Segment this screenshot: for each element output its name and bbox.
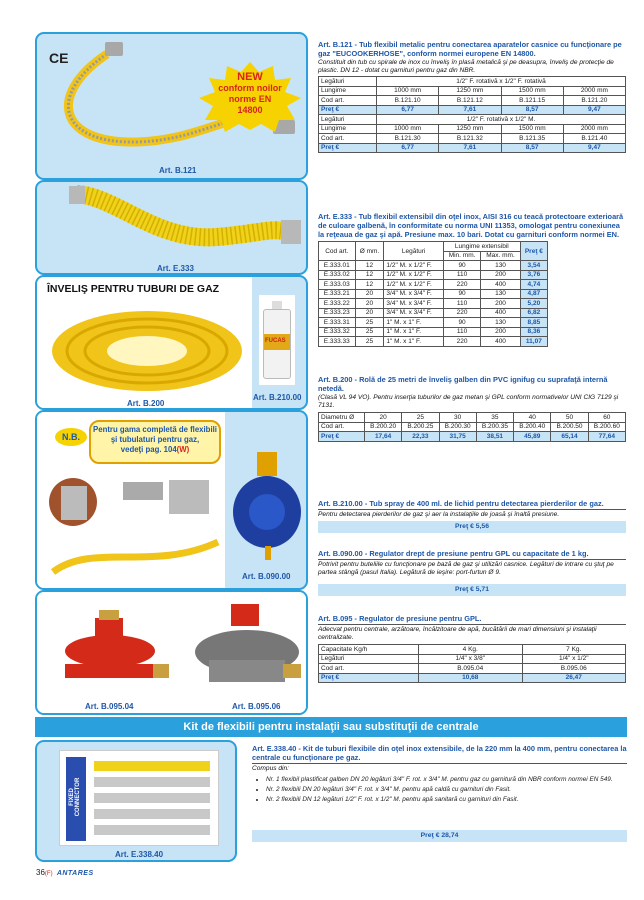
kit-box-image	[59, 750, 219, 846]
section-e333	[318, 212, 626, 347]
e333-min: 220	[443, 337, 480, 347]
b121-code: B.121.12	[439, 96, 501, 106]
b200-code: B.200.30	[439, 422, 476, 432]
b095-cap-label: Capacitate Kg/h	[319, 645, 419, 655]
section-b210	[318, 499, 626, 519]
b200-diam: 50	[551, 413, 588, 423]
nb-line3: vedeţi pag. 104	[120, 445, 177, 454]
b121-legaturi-label: Legături	[319, 115, 377, 125]
product-card-b200	[35, 275, 308, 410]
b200-diam-label: Diametru Ø	[319, 413, 365, 423]
b121-code: B.121.35	[501, 134, 563, 144]
b121-code: B.121.15	[501, 96, 563, 106]
e333-title: Art. E.333 - Tub flexibil extensibil din oţel inox, AISI 316 cu teacă protectoare exterioară de culoare galbenă, în conformitate cu norma UNI 11353, omologat pentru conexiunea la reţeaua de gaz şi apă. Presiune max. 10 bari. Dotat cu garnituri conform normei EN.	[318, 212, 624, 239]
b095-leg: 1/4" x 3/8"	[419, 654, 523, 664]
caption-b09504: Art. B.095.04	[85, 702, 134, 711]
e338-compus: Compus din:	[252, 763, 627, 773]
kit-box-label: FIXED CONNECTOR	[69, 777, 81, 817]
e333-cod: E.333.23	[319, 308, 356, 318]
product-card-e333	[35, 180, 308, 275]
b090-desc: Potrivit pentru buteliile cu funcţionare pe bază de gaz şi utilizări casnice. Legături de intrare cu ştuţ pe partea stângă (pasul Italia). Legătură de ieşire: port-furtun Ø 9.	[318, 559, 626, 577]
b121-price: 8,57	[501, 105, 563, 115]
b200-desc: (Clasă VL 94 VO). Pentru inserţia tuburilor de gaz metan şi GPL conform normativelor UNI CIG 7129 şi 7131.	[318, 394, 619, 409]
b200-price: 45,89	[514, 432, 551, 442]
kit-banner: Kit de flexibili pentru instalaţii sau substituţii de centrale	[35, 717, 627, 737]
e333-header-min: Min. mm.	[443, 251, 480, 261]
e333-row	[319, 299, 548, 309]
b121-price: 6,77	[377, 143, 439, 153]
product-card-b121	[35, 32, 308, 180]
e333-header-max: Max. mm.	[481, 251, 521, 261]
caption-b210: Art. B.210.00	[253, 393, 302, 402]
e333-cod: E.333.31	[319, 318, 356, 328]
yellow-coil-image	[47, 301, 247, 399]
b121-legaturi-label: Legături	[319, 77, 377, 87]
e333-max: 400	[481, 337, 521, 347]
new-badge	[215, 72, 285, 116]
e333-price: 4,87	[520, 289, 547, 299]
new-label: NEW	[237, 71, 263, 83]
e333-max: 130	[481, 289, 521, 299]
new-line3: norme EN 14800	[228, 94, 272, 115]
b121-lungime-label: Lungime	[319, 124, 377, 134]
e333-price: 4,74	[520, 280, 547, 290]
e333-min: 220	[443, 308, 480, 318]
heading-invelis: ÎNVELIŞ PENTRU TUBURI DE GAZ	[47, 283, 220, 295]
e338-title: Art. E.338.40 - Kit de tuburi flexibile din oţel inox extensibile, de la 220 mm la 400 mm, pentru conectarea la centrale cu funcţionare pe gaz.	[252, 744, 627, 762]
b121-price: 9,47	[563, 105, 625, 115]
b095-price: 26,47	[522, 673, 626, 683]
b200-price: 65,14	[551, 432, 588, 442]
e333-cod: E.333.32	[319, 327, 356, 337]
e338-item: • Nr. 2 flexibili DN 20 legături 3/4" F. rot. x 3/4" M. pentru apă caldă cu garnituri din Fasit.	[266, 786, 627, 794]
e333-diam: 25	[355, 327, 384, 337]
b200-price: 31,75	[439, 432, 476, 442]
b121-code: B.121.30	[377, 134, 439, 144]
b121-cod-label: Cod art.	[319, 134, 377, 144]
e333-leg: 3/4" M. x 3/4" F.	[384, 289, 443, 299]
e333-header-leg: Legături	[384, 242, 443, 261]
nb-line1: Pentru gama completă de flexibili	[93, 425, 217, 434]
e333-diam: 20	[355, 289, 384, 299]
b121-length: 1000 mm	[377, 86, 439, 96]
e333-leg: 1/2" M. x 1/2" F.	[384, 270, 443, 280]
section-b200	[318, 375, 626, 442]
e333-cod: E.333.21	[319, 289, 356, 299]
b121-price: 9,47	[563, 143, 625, 153]
e333-leg: 1/2" M. x 1/2" F.	[384, 280, 443, 290]
b121-pret-label: Preţ €	[319, 143, 377, 153]
b200-code: B.200.20	[364, 422, 401, 432]
grey-regulator-image	[189, 602, 308, 700]
section-e338	[252, 744, 627, 804]
b200-code: B.200.25	[402, 422, 439, 432]
e333-header-pret: Preţ €	[520, 242, 547, 261]
e333-price: 3,76	[520, 270, 547, 280]
e333-leg: 3/4" M. x 3/4" F.	[384, 299, 443, 309]
b200-code: B.200.60	[588, 422, 625, 432]
e333-row	[319, 327, 548, 337]
ce-mark: CE	[49, 50, 69, 66]
e333-price: 5,20	[520, 299, 547, 309]
extensible-hose-image	[37, 182, 308, 275]
e333-max: 130	[481, 261, 521, 271]
b121-legaturi-value: 1/2" F. rotativă x 1/2" F. rotativă	[377, 77, 626, 87]
e333-leg: 1/2" M. x 1/2" F.	[384, 261, 443, 271]
b095-title: Art. B.095 - Regulator de presiune pentru GPL.	[318, 614, 482, 623]
spray-label: FUCAS	[265, 338, 286, 344]
e333-min: 110	[443, 299, 480, 309]
caption-b09506: Art. B.095.06	[232, 702, 281, 711]
b121-table	[318, 76, 626, 153]
b095-cap: 7 Kg.	[522, 645, 626, 655]
e333-diam: 12	[355, 261, 384, 271]
b121-length: 2000 mm	[563, 124, 625, 134]
b095-leg-label: Legături	[319, 654, 419, 664]
b200-code: B.200.35	[476, 422, 513, 432]
caption-b200: Art. B.200	[127, 399, 165, 408]
e333-max: 400	[481, 280, 521, 290]
b121-price: 8,57	[501, 143, 563, 153]
e333-diam: 25	[355, 337, 384, 347]
b200-price: 77,64	[588, 432, 625, 442]
brand-logo: ANTARES	[56, 870, 94, 877]
b095-code: B.095.04	[419, 664, 523, 674]
b095-leg: 1/4" x 1/2"	[522, 654, 626, 664]
b121-code: B.121.32	[439, 134, 501, 144]
e333-row	[319, 289, 548, 299]
b200-title: Art. B.200 - Rolă de 25 metri de înveliş galben din PVC ignifug cu suprafaţă internă netedă.	[318, 375, 608, 393]
e333-cod: E.333.02	[319, 270, 356, 280]
e333-max: 130	[481, 318, 521, 328]
section-b121	[318, 40, 626, 153]
b210-title: Art. B.210.00 - Tub spray de 400 ml. de lichid pentru detectarea pierderilor de gaz.	[318, 499, 604, 508]
e333-min: 90	[443, 289, 480, 299]
e333-max: 400	[481, 308, 521, 318]
e333-row	[319, 280, 548, 290]
b121-length: 1500 mm	[501, 124, 563, 134]
b121-price: 6,77	[377, 105, 439, 115]
b095-cod-label: Cod art.	[319, 664, 419, 674]
e333-min: 90	[443, 318, 480, 328]
e333-diam: 20	[355, 299, 384, 309]
new-line2: conform noilor	[218, 83, 282, 93]
e333-diam: 25	[355, 318, 384, 328]
b121-desc: Constituit din tub cu spirale de inox cu înveliş în plasă metalică şi pe deasupra, înveliş de protecţie de plastic. DN 12 - dotat cu garnituri pentru gaz din NBR.	[318, 59, 614, 74]
b121-pret-label: Preţ €	[319, 105, 377, 115]
b121-price: 7,61	[439, 105, 501, 115]
e333-cod: E.333.22	[319, 299, 356, 309]
b200-table	[318, 412, 626, 442]
b121-price: 7,61	[439, 143, 501, 153]
red-regulator-image	[55, 606, 175, 696]
b200-pret-label: Preţ €	[319, 432, 365, 442]
b121-code: B.121.20	[563, 96, 625, 106]
b095-price: 10,68	[419, 673, 523, 683]
caption-b090: Art. B.090.00	[242, 572, 291, 581]
b121-length: 1000 mm	[377, 124, 439, 134]
e333-leg: 1" M. x 1" F.	[384, 318, 443, 328]
b121-length: 2000 mm	[563, 86, 625, 96]
e333-row	[319, 337, 548, 347]
b095-cap: 4 Kg.	[419, 645, 523, 655]
e333-max: 200	[481, 270, 521, 280]
e333-diam: 12	[355, 270, 384, 280]
e333-max: 200	[481, 299, 521, 309]
b200-diam: 60	[588, 413, 625, 423]
page-footer	[36, 868, 94, 877]
gpl-regulator-image	[227, 442, 307, 562]
e333-leg: 1" M. x 1" F.	[384, 327, 443, 337]
b121-legaturi-value: 1/2" F. rotativă x 1/2" M.	[377, 115, 626, 125]
b121-length: 1500 mm	[501, 86, 563, 96]
e333-cod: E.333.33	[319, 337, 356, 347]
b121-length: 1250 mm	[439, 86, 501, 96]
e333-row	[319, 270, 548, 280]
e333-price: 3,54	[520, 261, 547, 271]
b200-price: 17,64	[364, 432, 401, 442]
e333-row	[319, 318, 548, 328]
b121-lungime-label: Lungime	[319, 86, 377, 96]
b095-pret-label: Preţ €	[319, 673, 419, 683]
section-b090	[318, 549, 626, 577]
b200-diam: 20	[364, 413, 401, 423]
e333-min: 90	[443, 261, 480, 271]
e333-row	[319, 261, 548, 271]
b200-cod-label: Cod art.	[319, 422, 365, 432]
b200-price: 22,33	[402, 432, 439, 442]
b121-length: 1250 mm	[439, 124, 501, 134]
spray-can-image	[259, 295, 295, 385]
e333-max: 200	[481, 327, 521, 337]
section-b095	[318, 614, 626, 683]
b200-price: 38,51	[476, 432, 513, 442]
product-card-b095	[35, 590, 308, 715]
e333-diam: 20	[355, 308, 384, 318]
e333-leg: 3/4" M. x 3/4" F.	[384, 308, 443, 318]
b121-code: B.121.10	[377, 96, 439, 106]
e338-item: • Nr. 1 flexibil plastificat galben DN 20 legături 3/4" F. rot. x 3/4" M. pentru gaz cu garnitură din NBR conform normei EN 549.	[266, 776, 627, 784]
e338-price: Preţ € 28,74	[252, 830, 627, 842]
b095-code: B.095.06	[522, 664, 626, 674]
e333-header-cod: Cod art.	[319, 242, 356, 261]
caption-e333: Art. E.333	[157, 264, 194, 273]
caption-b121: Art. B.121	[159, 166, 197, 175]
e333-header-diam: Ø mm.	[355, 242, 384, 261]
e333-leg: 1" M. x 1" F.	[384, 337, 443, 347]
b095-table	[318, 644, 626, 683]
e338-item: • Nr. 2 flexibili DN 12 legături 1/2" F. rot. x 1/2" M. pentru apă sanitară cu garnituri din Fasit.	[266, 796, 627, 804]
b200-code: B.200.40	[514, 422, 551, 432]
product-card-b090	[35, 410, 308, 590]
b090-title: Art. B.090.00 - Regulator drept de presiune pentru GPL cu capacitate de 1 kg.	[318, 549, 589, 558]
e333-min: 110	[443, 327, 480, 337]
e333-price: 8,85	[520, 318, 547, 328]
product-card-e338	[35, 740, 237, 862]
b121-title: Art. B.121 - Tub flexibil metalic pentru conectarea aparatelor casnice cu funcţionare pe gaz "EUCOOKERHOSE", conform normei europene EN 14800.	[318, 40, 622, 58]
b200-diam: 25	[402, 413, 439, 423]
e333-price: 6,82	[520, 308, 547, 318]
b210-price: Preţ € 5,56	[318, 521, 626, 533]
e333-price: 11,07	[520, 337, 547, 347]
b200-diam: 40	[514, 413, 551, 423]
flexible-assortment-image	[43, 472, 223, 588]
e333-cod: E.333.03	[319, 280, 356, 290]
page-number: 36	[36, 868, 45, 877]
b090-price: Preţ € 5,71	[318, 584, 626, 596]
e333-diam: 12	[355, 280, 384, 290]
b200-diam: 30	[439, 413, 476, 423]
e333-min: 220	[443, 280, 480, 290]
b095-desc: Adecvat pentru centrale, arzătoare, încălzitoare de apă, bucătării de mari dimensiuni şi instalaţii centralizate.	[318, 624, 626, 642]
e333-table	[318, 241, 548, 347]
e333-header-lung: Lungime extensibil	[443, 242, 520, 252]
b200-code: B.200.50	[551, 422, 588, 432]
nb-badge: N.B.	[55, 428, 87, 446]
e333-price: 8,36	[520, 327, 547, 337]
e333-cod: E.333.01	[319, 261, 356, 271]
b200-diam: 35	[476, 413, 513, 423]
nb-callout	[89, 420, 221, 464]
e338-items	[266, 776, 627, 804]
b121-code: B.121.40	[563, 134, 625, 144]
b121-cod-label: Cod art.	[319, 96, 377, 106]
b210-desc: Pentru detectarea pierderilor de gaz şi aer la instalaţiile de joasă şi înaltă presiune.	[318, 509, 626, 519]
nb-line2: şi tubulaturi pentru gaz,	[110, 435, 200, 444]
page-letter: (F)	[44, 871, 53, 877]
nb-page-letter: (W)	[176, 445, 190, 454]
caption-e338: Art. E.338.40	[115, 850, 164, 859]
e333-min: 110	[443, 270, 480, 280]
e333-row	[319, 308, 548, 318]
